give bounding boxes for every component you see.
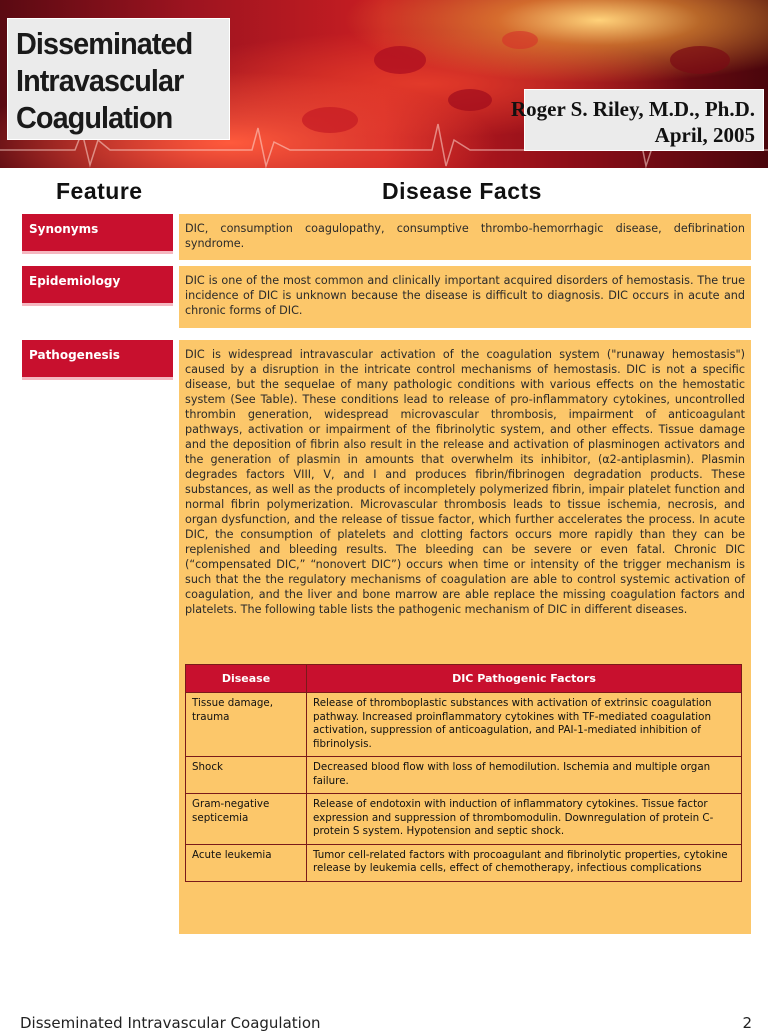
author-name: Roger S. Riley, M.D., Ph.D. [510, 97, 755, 121]
page-number: 2 [742, 1014, 752, 1032]
dic-pathogenic-factors-table [185, 664, 742, 882]
table-cell-disease: Tissue damage, trauma [186, 693, 307, 757]
synonyms-label: Synonyms [22, 214, 173, 254]
table-cell-factors: Release of endotoxin with induction of inflammatory cytokines. Tissue factor expression and suppression of thrombomodulin. Downregulation of protein C-protein S system. Hypotension and septic shock. [307, 794, 742, 845]
footer-title: Disseminated Intravascular Coagulation [20, 1014, 321, 1032]
table-header-row [186, 665, 742, 693]
epidemiology-text: DIC is one of the most common and clinically important acquired disorders of hemostasis. The true incidence of DIC is unknown because the disease is difficult to diagnosis. DIC occurs in acute and chronic forms of DIC. [179, 266, 751, 328]
feature-column-heading: Feature [56, 178, 143, 204]
page-footer [20, 1014, 760, 1032]
table-header-factors: DIC Pathogenic Factors [307, 665, 742, 693]
synonyms-text: DIC, consumption coagulopathy, consumptive thrombo-hemorrhagic disease, defibrination syndrome. [179, 214, 751, 260]
table-row [186, 757, 742, 794]
title-line-2: Intravascular [16, 63, 184, 98]
table-cell-disease: Gram-negative septicemia [186, 794, 307, 845]
table-cell-factors: Tumor cell-related factors with procoagulant and fibrinolytic properties, cytokine release by leukemia cells, effect of chemotherapy, infectious complications [307, 844, 742, 881]
title-box [7, 18, 230, 140]
title-line-3: Coagulation [16, 100, 173, 135]
pathogenesis-text: DIC is widespread intravascular activation of the coagulation system ("runaway hemostasis") caused by a disruption in the intricate control mechanisms of hemostasis. DIC is not a specific disease, but the sequelae of many pathologic conditions with various effects on the hemostatic system (See Table). These conditions lead to release of pro-inflammatory cytokines, uncontrolled thrombin generation, widespread microvascular thrombosis, impairment of anticoagulant pathways, activation or impairment of the fibrinolytic system, and other effects. Tissue damage and the deposition of fibrin also result in the release and activation of plasminogen activators and the generation of plasmin in amounts that overwhelm its inhibitor, (α2-antiplasmin). Plasmin degrades factors VIII, V, and I and produces fibrin/fibrinogen degradation products. These substances, as well as the products of incompletely polymerized fibrin, impair platelet function and normal fibrin polymerization. Microvascular thrombosis leads to tissue ischemia, necrosis, and organ dysfunction, and the release of tissue factor, which further accelerates the process. In acute DIC, the consumption of platelets and clotting factors occurs more rapidly than they can be replenished and bleeding results. The bleeding can be severe or even fatal. Chronic DIC (“compensated DIC,” “nonovert DIC”) occurs when time or intensity of the trigger mechanism is such that the the regulatory mechanisms of coagulation are able to control systemic activation of coagulation, and the liver and bone marrow are able replace the missing coagulation factors and platelets. The following table lists the pathogenic mechanism of DIC in different diseases. [185, 348, 745, 616]
table-row [186, 794, 742, 845]
header-banner [0, 0, 768, 168]
author-box [510, 89, 764, 151]
epidemiology-label: Epidemiology [22, 266, 173, 306]
table-row [186, 693, 742, 757]
table-cell-disease: Shock [186, 757, 307, 794]
table-cell-disease: Acute leukemia [186, 844, 307, 881]
table-cell-factors: Release of thromboplastic substances with activation of extrinsic coagulation pathway. Increased proinflammatory cytokines with TF-mediated coagulation activation, suppression of anticoagulation, and PAI-1-mediated inhibition of fibrinolysis. [307, 693, 742, 757]
publication-date: April, 2005 [654, 123, 755, 147]
table-cell-factors: Decreased blood flow with loss of hemodilution. Ischemia and multiple organ failure. [307, 757, 742, 794]
table-header-disease: Disease [186, 665, 307, 693]
facts-column-heading: Disease Facts [382, 178, 542, 204]
title-line-1: Disseminated [16, 26, 193, 61]
table-row [186, 844, 742, 881]
pathogenesis-label: Pathogenesis [22, 340, 173, 380]
